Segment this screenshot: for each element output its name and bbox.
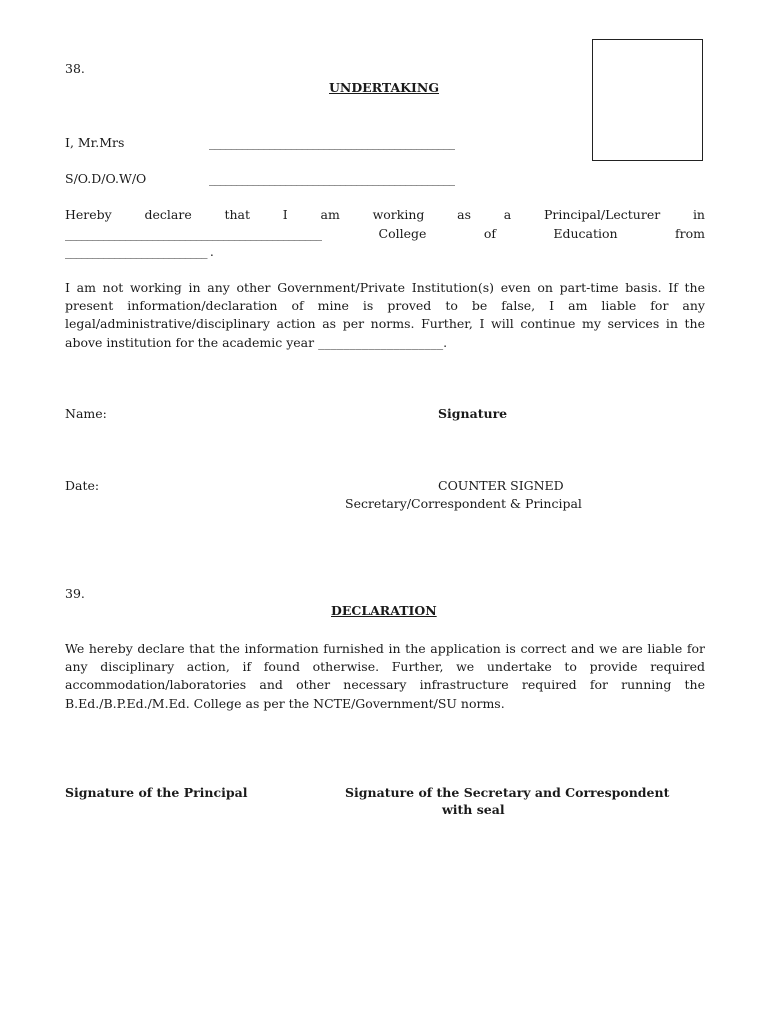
- word: I: [282, 207, 288, 222]
- word: Education: [553, 226, 618, 241]
- signature-label: Signature: [438, 406, 508, 421]
- section-number-38: 38.: [65, 61, 85, 76]
- counter-signed-by: Secretary/Correspondent & Principal: [345, 496, 582, 511]
- section-number-39: 39.: [65, 586, 85, 601]
- from-date-blank[interactable]: __________________________ .: [65, 244, 214, 259]
- word: of: [483, 226, 496, 241]
- date-field-label: Date:: [65, 478, 100, 493]
- principal-signature-label: Signature of the Principal: [65, 785, 248, 800]
- college-blank[interactable]: _______________________________________________: [65, 226, 322, 241]
- word: from: [675, 226, 705, 241]
- name-field-label: Name:: [65, 406, 107, 421]
- declaration-body: We hereby declare that the information furnished in the application is correct and we are liable for any disciplinary action, if found otherwise. Further, we undertake to provide required accommodation/laboratories and other necessary infrastructure required for running the B.Ed./B.P.Ed./M.Ed. College as per the NCTE/Government/SU norms.: [65, 641, 705, 711]
- declare-line-1: [65, 207, 705, 222]
- secretary-signature-seal: with seal: [442, 802, 505, 817]
- word: in: [692, 207, 705, 222]
- word: College: [378, 226, 427, 241]
- word: Principal/Lecturer: [543, 207, 661, 222]
- word: that: [224, 207, 251, 222]
- relation-label: S/O.D/O.W/O: [65, 171, 147, 186]
- word: Hereby: [65, 207, 112, 222]
- name-label: I, Mr.Mrs: [65, 135, 125, 150]
- word: declare: [144, 207, 192, 222]
- name-blank[interactable]: _____________________________________________: [209, 135, 455, 150]
- word: as: [457, 207, 472, 222]
- undertaking-body: I am not working in any other Government/Private Institution(s) even on part-time basis. If the present information/declaration of mine is proved to be false, I am liable for any legal/administrative/disciplinary action as per norms. Further, I will continue my services in the above institution for the academic year ____________________.: [65, 280, 705, 350]
- declaration-title: DECLARATION: [331, 603, 437, 618]
- relation-blank[interactable]: _____________________________________________: [209, 171, 455, 186]
- undertaking-title: UNDERTAKING: [329, 80, 439, 95]
- photo-box: [592, 39, 703, 161]
- word: working: [372, 207, 425, 222]
- counter-signed-label: COUNTER SIGNED: [438, 478, 564, 493]
- word: am: [320, 207, 340, 222]
- declare-line-2: [65, 226, 705, 241]
- word: a: [503, 207, 512, 222]
- secretary-signature-label: Signature of the Secretary and Correspondent: [345, 785, 670, 800]
